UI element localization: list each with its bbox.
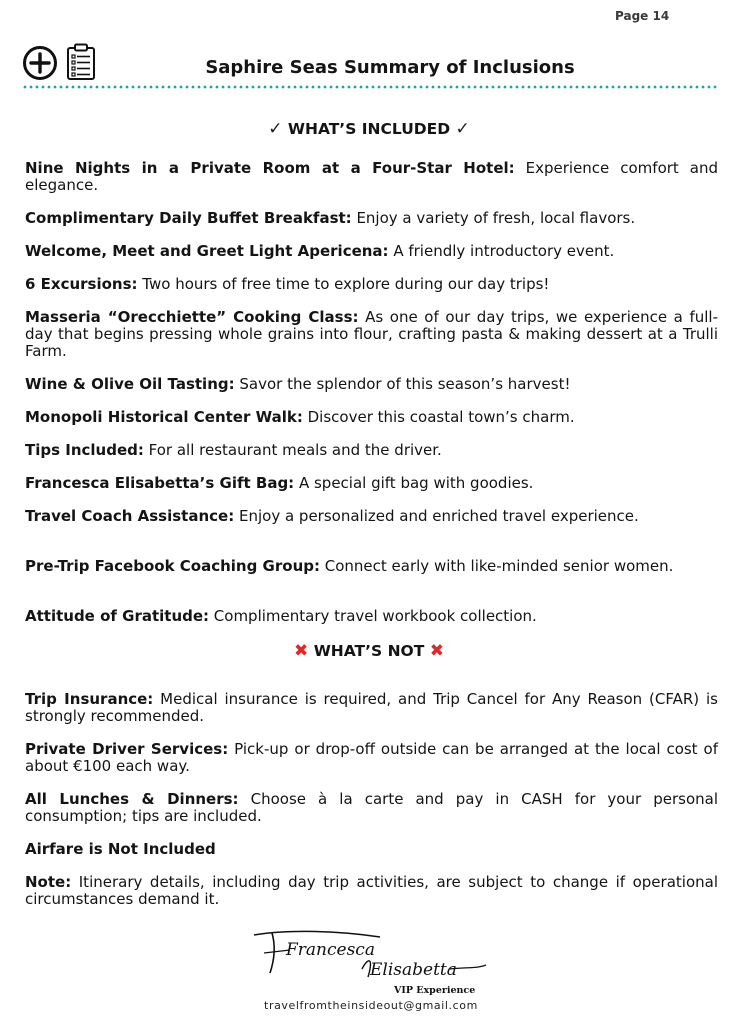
- plus-circle-icon: [22, 45, 58, 81]
- list-item: Tips Included: For all restaurant meals and the driver.: [25, 441, 442, 459]
- signature-last-name: Elisabetta: [370, 960, 457, 980]
- included-heading: [0, 119, 738, 139]
- check-icon: ✓: [455, 119, 470, 139]
- list-item: Airfare is Not Included: [25, 840, 216, 858]
- dotted-divider: [22, 85, 718, 89]
- list-item: Complimentary Daily Buffet Breakfast: Enjoy a variety of fresh, local flavors.: [25, 209, 636, 227]
- not-included-heading: [0, 641, 738, 661]
- included-heading-text: WHAT’S INCLUDED: [287, 120, 451, 138]
- list-item: All Lunches & Dinners: Choose à la carte and pay in CASH for your personal consumption; tips are included.: [25, 790, 718, 825]
- cross-mark-icon: ✖: [429, 641, 444, 661]
- check-icon: ✓: [268, 119, 283, 139]
- list-item: Monopoli Historical Center Walk: Discover this coastal town’s charm.: [25, 408, 575, 426]
- list-item: Trip Insurance: Medical insurance is required, and Trip Cancel for Any Reason (CFAR) is strongly recommended.: [25, 690, 718, 725]
- signature-first-name: Francesca: [286, 940, 375, 960]
- list-item: Attitude of Gratitude: Complimentary travel workbook collection.: [25, 607, 537, 625]
- list-item: Welcome, Meet and Greet Light Apericena: A friendly introductory event.: [25, 242, 615, 260]
- list-item: 6 Excursions: Two hours of free time to explore during our day trips!: [25, 275, 550, 293]
- list-item: Pre-Trip Facebook Coaching Group: Connect early with like-minded senior women.: [25, 557, 674, 575]
- page-number: Page 14: [615, 9, 670, 23]
- signature-subtitle: VIP Experience: [394, 985, 476, 996]
- signature: [250, 925, 490, 1000]
- footer-email[interactable]: travelfromtheinsideout@gmail.com: [264, 999, 478, 1012]
- list-item: Wine & Olive Oil Tasting: Savor the splendor of this season’s harvest!: [25, 375, 571, 393]
- list-item: Private Driver Services: Pick-up or drop-off outside can be arranged at the local cost of about €100 each way.: [25, 740, 718, 775]
- cross-mark-icon: ✖: [294, 641, 309, 661]
- list-item: Francesca Elisabetta’s Gift Bag: A special gift bag with goodies.: [25, 474, 534, 492]
- list-item: Travel Coach Assistance: Enjoy a personalized and enriched travel experience.: [25, 507, 639, 525]
- list-item: Nine Nights in a Private Room at a Four-Star Hotel: Experience comfort and elegance.: [25, 159, 719, 194]
- not-included-heading-text: WHAT’S NOT: [313, 642, 425, 660]
- clipboard-icon: [66, 43, 96, 81]
- list-item: Note: Itinerary details, including day trip activities, are subject to change if operational circumstances demand it.: [25, 873, 718, 908]
- list-item: Masseria “Orecchiette” Cooking Class: As one of our day trips, we experience a full-day that begins pressing whole grains into flour, crafting pasta & making dessert at a Trulli Farm.: [25, 308, 719, 360]
- document-title: Saphire Seas Summary of Inclusions: [205, 57, 575, 78]
